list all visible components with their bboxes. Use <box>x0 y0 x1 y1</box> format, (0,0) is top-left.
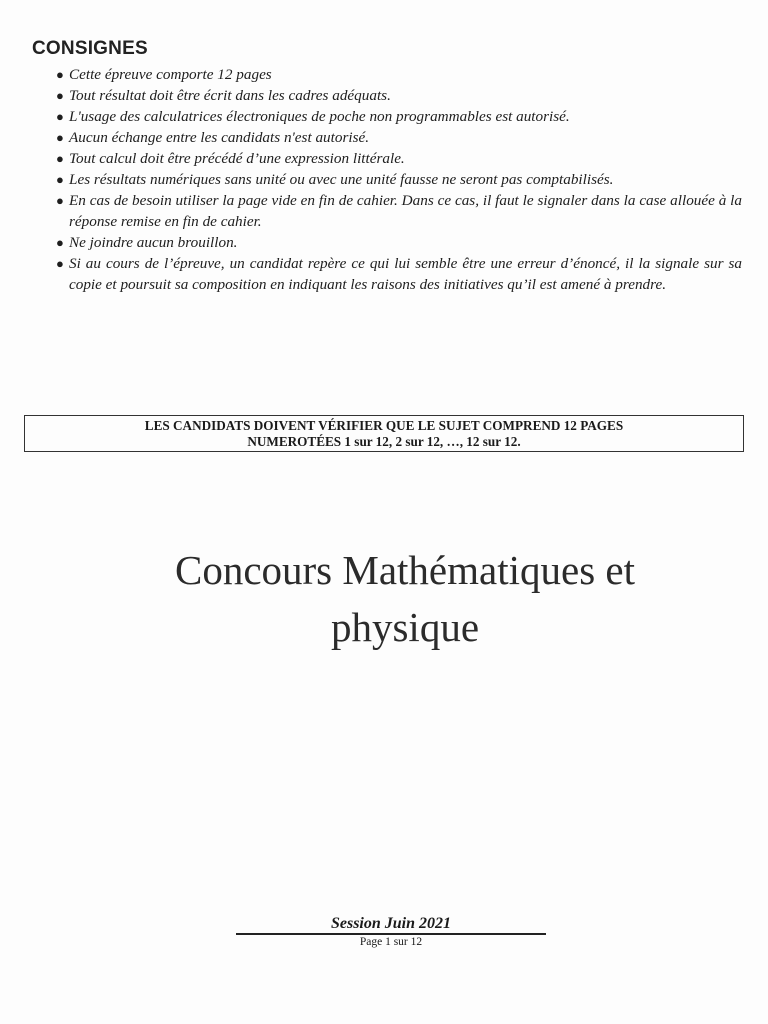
notice-line-1: LES CANDIDATS DOIVENT VÉRIFIER QUE LE SUJET COMPREND 12 PAGES <box>144 418 624 433</box>
page-title <box>60 542 750 656</box>
consigne-item <box>52 106 742 127</box>
page-count-notice <box>24 415 744 452</box>
consigne-text: Ne joindre aucun brouillon. <box>69 234 238 251</box>
consigne-item <box>52 85 742 106</box>
consigne-text: Si au cours de l’épreuve, un candidat repère ce qui lui semble être une erreur d’énoncé, il la signale sur sa copie et poursuit sa composition en indiquant les raisons des initiatives qu’il est amené à prendre. <box>69 255 742 293</box>
consigne-text: Les résultats numériques sans unité ou avec une unité fausse ne seront pas comptabilisés. <box>69 171 614 188</box>
consigne-item <box>52 127 742 148</box>
consigne-item <box>52 64 742 85</box>
page-number: Page 1 sur 12 <box>359 936 423 948</box>
bullet-icon: ● <box>56 88 64 103</box>
consigne-item <box>52 232 742 253</box>
bullet-icon: ● <box>56 256 64 271</box>
bullet-icon: ● <box>56 151 64 166</box>
consigne-text: L'usage des calculatrices électroniques de poche non programmables est autorisé. <box>69 108 570 125</box>
session-label: Session Juin 2021 <box>330 915 452 932</box>
consigne-text: Tout résultat doit être écrit dans les cadres adéquats. <box>69 87 391 104</box>
consigne-item <box>52 148 742 169</box>
consigne-text: Aucun échange entre les candidats n'est autorisé. <box>69 129 370 146</box>
bullet-icon: ● <box>56 67 64 82</box>
consigne-item <box>52 190 742 232</box>
title-line-2: physique <box>330 604 480 650</box>
bullet-icon: ● <box>56 172 64 187</box>
bullet-icon: ● <box>56 235 64 250</box>
title-line-1: Concours Mathématiques et <box>174 547 635 593</box>
consigne-item <box>52 253 742 295</box>
consignes-heading: CONSIGNES <box>32 38 148 59</box>
bullet-icon: ● <box>56 193 64 208</box>
bullet-icon: ● <box>56 130 64 145</box>
bullet-icon: ● <box>56 109 64 124</box>
notice-line-2: NUMEROTÉES 1 sur 12, 2 sur 12, …, 12 sur 12. <box>247 434 521 449</box>
consigne-text: Tout calcul doit être précédé d’une expression littérale. <box>69 150 405 167</box>
consigne-item <box>52 169 742 190</box>
consignes-list <box>52 64 742 295</box>
consigne-text: En cas de besoin utiliser la page vide en fin de cahier. Dans ce cas, il faut le signaler dans la case allouée à la réponse remise en fin de cahier. <box>69 192 742 230</box>
consigne-text: Cette épreuve comporte 12 pages <box>69 66 272 83</box>
